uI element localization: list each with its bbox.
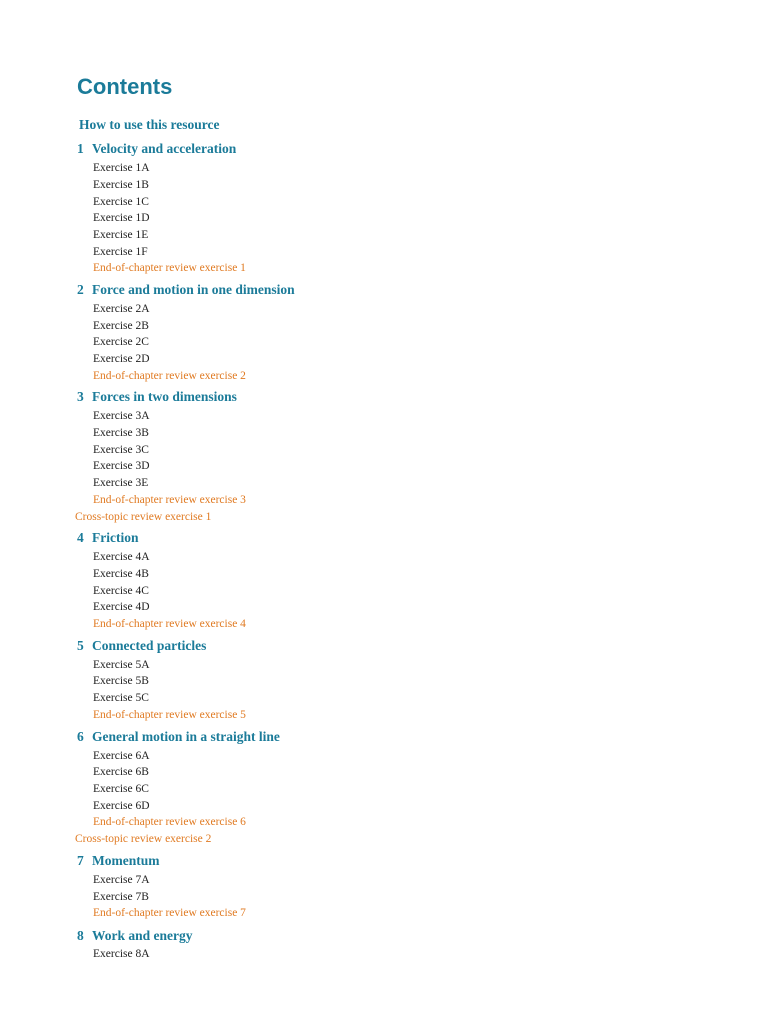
toc-exercise[interactable]: Exercise 1F xyxy=(93,246,148,258)
toc-exercise[interactable]: Exercise 4C xyxy=(93,585,149,597)
toc-exercise[interactable]: Exercise 1D xyxy=(93,212,150,224)
toc-exercise[interactable]: Exercise 3C xyxy=(93,444,149,456)
chapter-number: 8 xyxy=(77,928,84,943)
toc-exercise[interactable]: Exercise 1A xyxy=(93,162,150,174)
toc-chapter-review[interactable]: End-of-chapter review exercise 3 xyxy=(93,494,246,506)
chapter-number: 3 xyxy=(77,389,84,404)
toc-chapter-7[interactable] xyxy=(77,853,160,869)
toc-exercise[interactable]: Exercise 7B xyxy=(93,891,149,903)
chapter-number: 1 xyxy=(77,141,84,156)
toc-exercise[interactable]: Exercise 1C xyxy=(93,196,149,208)
toc-chapter-review[interactable]: End-of-chapter review exercise 4 xyxy=(93,618,246,630)
chapter-title: Force and motion in one dimension xyxy=(92,282,295,297)
toc-exercise[interactable]: Exercise 3A xyxy=(93,410,150,422)
chapter-title: General motion in a straight line xyxy=(92,729,280,744)
chapter-number: 4 xyxy=(77,530,84,545)
toc-exercise[interactable]: Exercise 4B xyxy=(93,568,149,580)
chapter-number: 5 xyxy=(77,638,84,653)
toc-chapter-2[interactable] xyxy=(77,282,295,298)
toc-cross-topic-review[interactable]: Cross-topic review exercise 1 xyxy=(75,511,212,523)
toc-exercise[interactable]: Exercise 3D xyxy=(93,460,150,472)
toc-link-how-to-use[interactable]: How to use this resource xyxy=(79,117,220,132)
chapter-number: 6 xyxy=(77,729,84,744)
toc-chapter-5[interactable] xyxy=(77,638,206,654)
chapter-title: Forces in two dimensions xyxy=(92,389,237,404)
toc-exercise[interactable]: Exercise 1B xyxy=(93,179,149,191)
chapter-number: 7 xyxy=(77,853,84,868)
toc-chapter-1[interactable] xyxy=(77,141,236,157)
toc-exercise[interactable]: Exercise 1E xyxy=(93,229,149,241)
toc-chapter-review[interactable]: End-of-chapter review exercise 5 xyxy=(93,709,246,721)
toc-chapter-4[interactable] xyxy=(77,530,139,546)
toc-exercise[interactable]: Exercise 4D xyxy=(93,601,150,613)
chapter-title: Friction xyxy=(92,530,139,545)
toc-chapter-review[interactable]: End-of-chapter review exercise 6 xyxy=(93,816,246,828)
toc-exercise[interactable]: Exercise 2D xyxy=(93,353,150,365)
toc-exercise[interactable]: Exercise 3B xyxy=(93,427,149,439)
chapter-title: Momentum xyxy=(92,853,160,868)
page-title: Contents xyxy=(77,74,173,99)
toc-exercise[interactable]: Exercise 2A xyxy=(93,303,150,315)
chapter-number: 2 xyxy=(77,282,84,297)
toc-exercise[interactable]: Exercise 5B xyxy=(93,675,149,687)
toc-exercise[interactable]: Exercise 6C xyxy=(93,783,149,795)
toc-chapter-3[interactable] xyxy=(77,389,237,405)
chapter-title: Connected particles xyxy=(92,638,207,653)
chapter-title: Work and energy xyxy=(92,928,193,943)
chapter-title: Velocity and acceleration xyxy=(92,141,237,156)
toc-exercise[interactable]: Exercise 4A xyxy=(93,551,150,563)
toc-exercise[interactable]: Exercise 8A xyxy=(93,948,150,960)
toc-exercise[interactable]: Exercise 6A xyxy=(93,750,150,762)
toc-exercise[interactable]: Exercise 5A xyxy=(93,659,150,671)
toc-exercise[interactable]: Exercise 2B xyxy=(93,320,149,332)
toc-chapter-review[interactable]: End-of-chapter review exercise 7 xyxy=(93,907,246,919)
toc-exercise[interactable]: Exercise 3E xyxy=(93,477,149,489)
toc-exercise[interactable]: Exercise 6D xyxy=(93,800,150,812)
toc-cross-topic-review[interactable]: Cross-topic review exercise 2 xyxy=(75,833,212,845)
toc-chapter-review[interactable]: End-of-chapter review exercise 2 xyxy=(93,370,246,382)
toc-chapter-review[interactable]: End-of-chapter review exercise 1 xyxy=(93,262,246,274)
toc-exercise[interactable]: Exercise 5C xyxy=(93,692,149,704)
toc-exercise[interactable]: Exercise 6B xyxy=(93,766,149,778)
toc-exercise[interactable]: Exercise 7A xyxy=(93,874,150,886)
toc-chapter-6[interactable] xyxy=(77,729,280,745)
toc-exercise[interactable]: Exercise 2C xyxy=(93,336,149,348)
toc-chapter-8[interactable] xyxy=(77,928,193,944)
